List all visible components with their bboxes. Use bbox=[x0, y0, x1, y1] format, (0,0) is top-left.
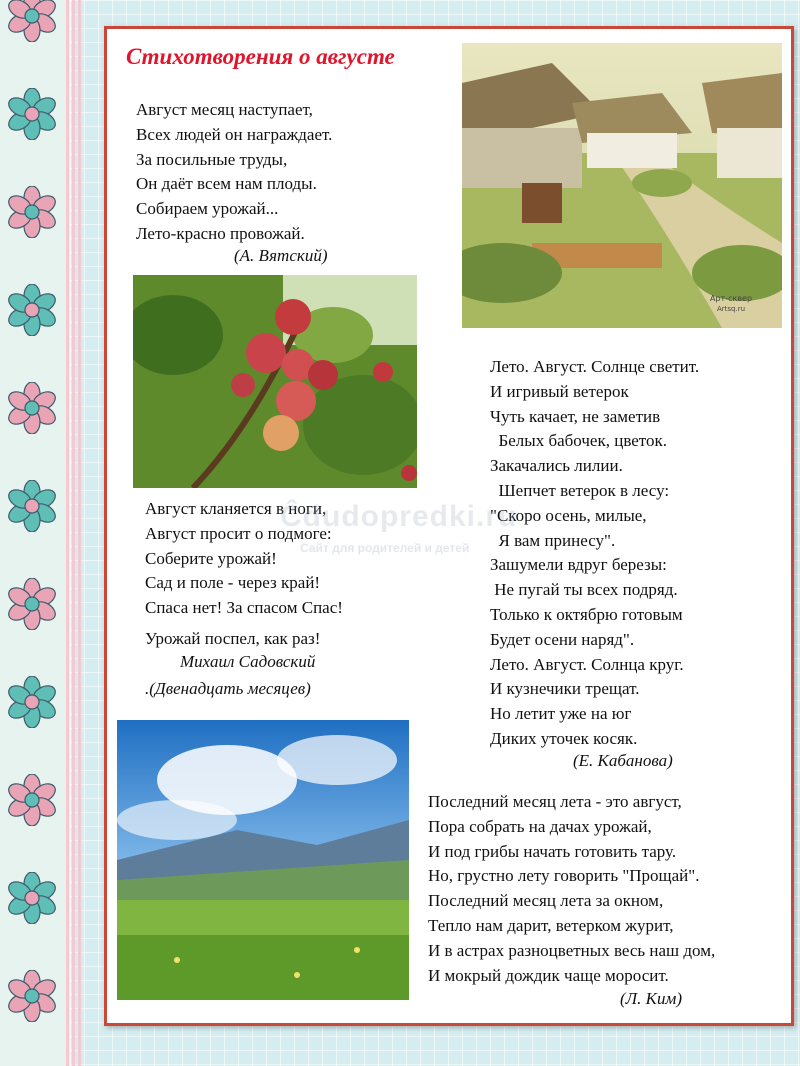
flower-icon bbox=[6, 0, 58, 42]
apple-tree-image bbox=[133, 275, 417, 488]
poem-2-text: Август кланяется в ноги, Август просит о подмоге: Соберите урожай! Сад и поле - через край! Спаса нет! За спасом Спас! bbox=[145, 499, 343, 618]
poem-1-text: Август месяц наступает, Всех людей он награждает. За посильные труды, Он даёт всем нам плоды. Собираем урожай... Лето-красно провожай. bbox=[136, 100, 333, 243]
poem-4-text: Последний месяц лета - это август, Пора собрать на дачах урожай, И под грибы начать готовить тару. Но, грустно лету говорить "Прощай". Последний месяц лета за окном, Тепло нам дарит, ветерком журит, И в астрах разноцветных весь наш дом, И мокрый дождик чаще моросит. bbox=[428, 792, 716, 985]
flower-icon bbox=[6, 676, 58, 728]
flower-icon bbox=[6, 480, 58, 532]
flower-border-strip bbox=[0, 0, 70, 1066]
flower-icon bbox=[6, 872, 58, 924]
page-title: Стихотворения о августе bbox=[126, 44, 395, 69]
poem-2-author: Михаил Садовский bbox=[180, 652, 316, 671]
flower-icon bbox=[6, 578, 58, 630]
flower-icon bbox=[6, 88, 58, 140]
watermark-subtitle: Сайт для родителей и детей bbox=[300, 541, 470, 555]
poem-2-last-line: Урожай поспел, как раз! bbox=[145, 629, 321, 648]
stripe-line bbox=[72, 0, 75, 1066]
flower-icon bbox=[6, 774, 58, 826]
poem-2-source: .(Двенадцать месяцев) bbox=[145, 679, 311, 698]
flower-icon bbox=[6, 284, 58, 336]
stripe-line bbox=[66, 0, 69, 1066]
landscape-image bbox=[117, 720, 409, 1000]
svg-text:Artsq.ru: Artsq.ru bbox=[717, 305, 746, 313]
stripe-line bbox=[78, 0, 81, 1066]
watermark: Ĉdudopredki.ru bbox=[280, 500, 518, 533]
poem-3-author: (Е. Кабанова) bbox=[573, 751, 673, 770]
poem-1-author: (А. Вятский) bbox=[234, 246, 328, 265]
village-painting-image bbox=[462, 43, 782, 328]
flower-icon bbox=[6, 382, 58, 434]
svg-text:Арт-сквер: Арт-сквер bbox=[710, 294, 753, 303]
poem-4-author: (Л. Ким) bbox=[620, 989, 682, 1008]
flower-icon bbox=[6, 970, 58, 1022]
poem-3-text: Лето. Август. Солнце светит. И игривый ветерок Чуть качает, не заметив Белых бабочек, цветок. Закачались лилии. Шепчет ветерок в лесу: "Скоро осень, милые, Я вам принесу". Зашумели вдруг березы: Не пугай ты всех подряд. Только к октябрю готовым Будет осени наряд". Лето. Август. Солнца круг. И кузнечики трещат. Но летит уже на юг Диких уточек косяк. bbox=[490, 357, 700, 748]
flower-icon bbox=[6, 186, 58, 238]
